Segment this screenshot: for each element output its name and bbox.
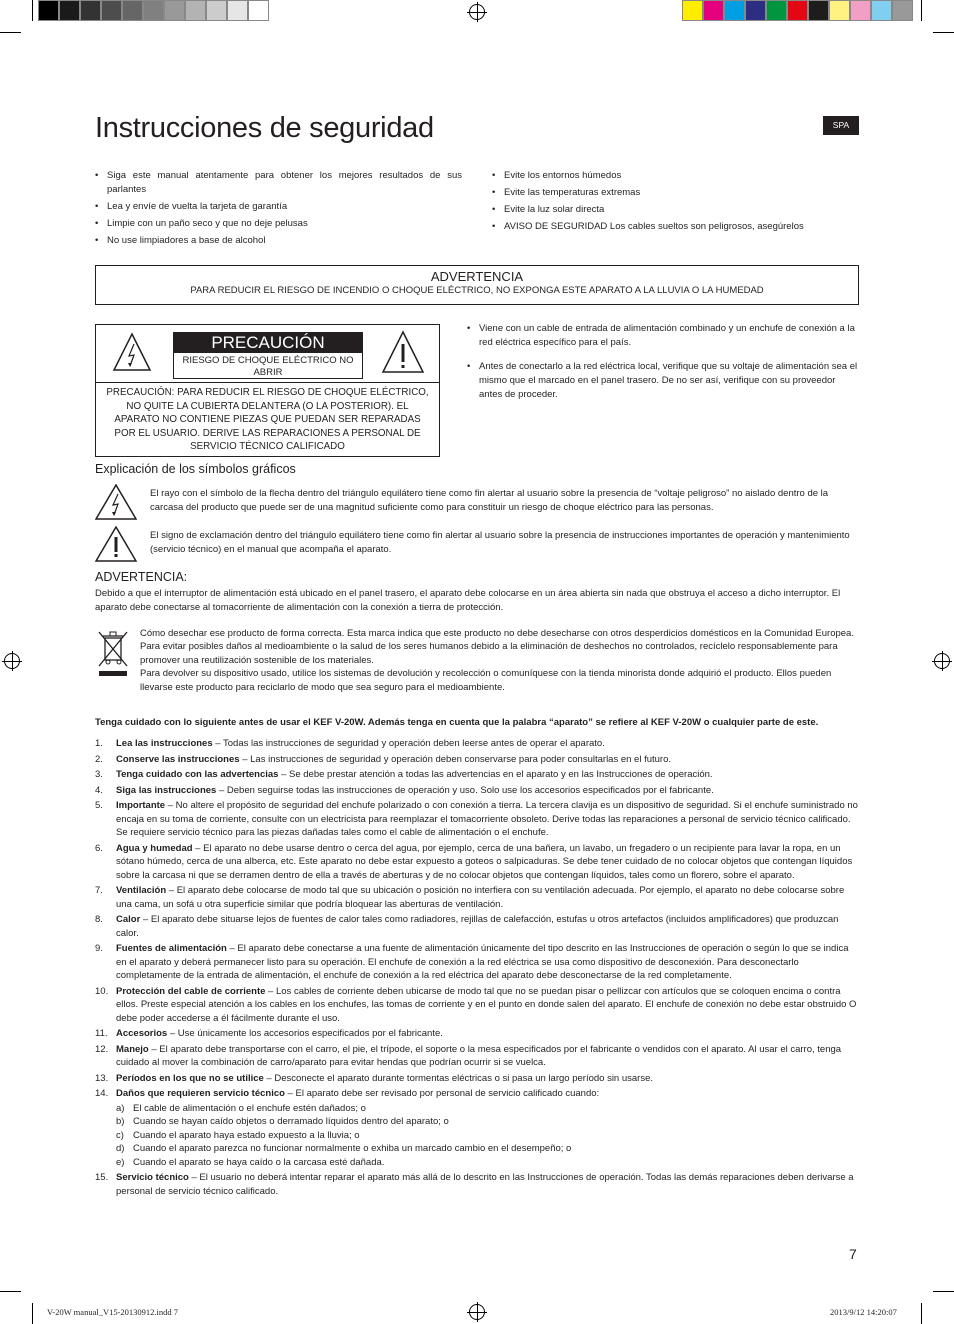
color-swatch — [892, 0, 913, 21]
item-title: Siga las instrucciones — [116, 784, 217, 796]
item-text: – No altere el propósito de seguridad del enchufe polarizado o con conexión a tierra. La tercera clavija es un dispositivo de seguridad. Si el enchufe suministrado no encaja en su toma de corriente, consulte con un electricista para reemplazar el tomacorriente obsoleto. Derive todas las reparaciones a personal de servicio técnico calificado. Se requiere servicio técnico para las piezas dañadas tales como el cable de alimentación o el enchufe. — [116, 800, 858, 838]
gray-swatch — [80, 0, 101, 21]
sub-item — [116, 1156, 859, 1170]
item-number: 14. — [95, 1088, 109, 1099]
color-swatch — [745, 0, 766, 21]
instruction-item — [95, 1072, 859, 1086]
item-title: Lea las instrucciones — [116, 738, 213, 749]
page-number: 7 — [849, 1246, 857, 1262]
item-title: Tenga cuidado con las advertencias — [116, 769, 279, 780]
disposal-text — [140, 627, 859, 694]
instruction-item — [95, 1171, 859, 1198]
sub-item-text: Cuando el aparato se haya caído o la carcasa esté dañada. — [133, 1156, 385, 1168]
list-item: • Siga este manual atentamente para obtener los mejores resultados de sus parlantes — [95, 169, 462, 197]
warning-text: PARA REDUCIR EL RIESGO DE INCENDIO O CHOQUE ELÉCTRICO, NO EXPONGA ESTE APARATO A LA LLUVIA O LA HUMEDAD — [190, 285, 764, 296]
instruction-item — [95, 1043, 859, 1070]
sub-item-letter: a) — [116, 1102, 125, 1114]
instruction-item — [95, 753, 859, 767]
gray-swatch — [185, 0, 206, 21]
item-text: – Use únicamente los accesorios especificados por el fabricante. — [167, 1028, 443, 1039]
sub-item-text: El cable de alimentación o el enchufe estén dañados; o — [133, 1102, 366, 1114]
instruction-item — [95, 985, 859, 1026]
list-item: • Evite las temperaturas extremas — [492, 186, 852, 200]
item-title: Manejo — [116, 1043, 149, 1055]
color-swatch — [871, 0, 892, 21]
color-swatch — [724, 0, 745, 21]
list-item: • Evite los entornos húmedos — [492, 169, 852, 183]
crop-mark — [32, 0, 33, 21]
page-title: Instrucciones de seguridad — [95, 112, 434, 144]
item-text: – El aparato debe ser revisado por personal de servicio calificado cuando: — [284, 1088, 600, 1099]
crop-mark — [32, 1303, 33, 1324]
sub-list — [116, 1102, 859, 1170]
item-number: 2. — [95, 753, 103, 765]
crop-mark — [0, 1291, 21, 1292]
sub-item-letter: e) — [116, 1156, 125, 1168]
item-title: Protección del cable de corriente — [116, 985, 266, 997]
sub-item-text: Cuando el aparato parezca no funcionar normalmente o exhiba un marcado cambio en el desempeño; o — [133, 1143, 572, 1154]
item-text: – El aparato debe situarse lejos de fuentes de calor tales como radiadores, rejillas de calefacción, estufas u otros artefactos (incluidos amplificadores) que produzcan calor. — [116, 914, 839, 939]
exclamation-triangle-icon — [381, 330, 425, 374]
color-swatch — [808, 0, 829, 21]
item-number: 5. — [95, 800, 103, 811]
sub-item — [116, 1142, 859, 1156]
item-number: 9. — [95, 943, 103, 954]
caution-label — [173, 332, 363, 379]
item-text: – Se debe prestar atención a todas las advertencias en el aparato y en las Instrucciones de operación. — [278, 769, 713, 780]
crop-mark — [921, 1303, 922, 1324]
exclamation-triangle-icon — [95, 526, 137, 567]
exclamation-explanation: El signo de exclamación dentro del triángulo equilátero tiene como fin alertar al usuario sobre la presencia de instrucciones importantes de operación y mantenimiento (servicio técnico) en el manual que acompaña el aparato. — [150, 530, 850, 555]
lightning-explanation: El rayo con el símbolo de la flecha dentro del triángulo equilátero tiene como fin alertar al usuario sobre la presencia de “voltaje peligroso” no aislado dentro de la carcasa del producto que puede ser de una magnitud suficiente como para constituir un riesgo de choque eléctrico para las personas. — [150, 488, 829, 513]
item-text: – Deben seguirse todas las instrucciones de operación y uso. Solo use los accesorios especificados por el fabricante. — [216, 784, 714, 796]
item-number: 10. — [95, 985, 109, 997]
color-swatch — [703, 0, 724, 21]
instruction-item — [95, 768, 859, 782]
instructions-intro: Tenga cuidado con lo siguiente antes de usar el KEF V-20W. Además tenga en cuenta que la palabra “aparato” se refiere al KEF V-20W o cualquier parte de este. — [95, 717, 819, 728]
caution-box — [95, 324, 440, 457]
item-number: 12. — [95, 1043, 109, 1055]
lightning-triangle-icon — [112, 332, 152, 372]
registration-mark-icon — [934, 653, 950, 669]
instruction-item — [95, 913, 859, 940]
instruction-item — [95, 737, 859, 751]
gray-swatch — [248, 0, 269, 21]
crop-mark — [921, 0, 922, 21]
intro-list-left — [95, 169, 462, 251]
item-text: – Las instrucciones de seguridad y operación deben conservarse para poder consultarlas en el futuro. — [239, 753, 672, 765]
item-title: Agua y humedad — [116, 842, 193, 854]
list-item: • Evite la luz solar directa — [492, 203, 852, 217]
instruction-item — [95, 842, 859, 883]
item-title: Accesorios — [116, 1028, 168, 1039]
advertencia-text: Debido a que el interruptor de alimentación está ubicado en el panel trasero, el aparato debe colocarse en un área abierta sin nada que obstruya el acceso a dicho interruptor. El aparato debe conectarse al tomacorriente de alimentación con la conexión a tierra de protección. — [95, 588, 841, 613]
advertencia-heading: ADVERTENCIA: — [95, 570, 188, 584]
weee-crossed-bin-icon — [97, 628, 129, 683]
item-number: 4. — [95, 784, 103, 796]
caution-heading: PRECAUCIÓN — [174, 333, 362, 353]
footer-timestamp: 2013/9/12 14:20:07 — [830, 1307, 897, 1317]
item-text: – Desconecte el aparato durante tormentas eléctricas o si pasa un largo período sin usarse. — [263, 1072, 654, 1084]
gray-swatch — [38, 0, 59, 21]
caution-subtitle: RIESGO DE CHOQUE ELÉCTRICO NO ABRIR — [182, 355, 354, 378]
divider — [96, 382, 439, 383]
item-title: Conserve las instrucciones — [116, 753, 240, 765]
registration-mark-icon — [4, 653, 20, 669]
gray-swatch — [206, 0, 227, 21]
gray-swatch — [227, 0, 248, 21]
gray-swatch — [101, 0, 122, 21]
instruction-item — [95, 1027, 859, 1041]
item-title: Ventilación — [116, 885, 167, 896]
list-item: • Lea y envíe de vuelta la tarjeta de garantía — [95, 200, 462, 214]
instructions-list — [95, 737, 859, 1200]
item-text: – El aparato debe conectarse a una fuente de alimentación únicamente del tipo descrito en las Instrucciones de operación o según lo que se indica en el aparato y deberá permanecer listo para su operación. El enchufe de conexión a la red eléctrica se usa como dispositivo de desconexión. Para desconectarlo completamente de la entrada de alimentación, el enchufe de conexión a la red eléctrica del aparato debe desconectarse de la red completamente. — [116, 943, 849, 981]
instruction-item — [95, 1087, 859, 1169]
item-number: 13. — [95, 1072, 109, 1084]
color-swatch — [850, 0, 871, 21]
item-text: – Todas las instrucciones de seguridad y operación deben leerse antes de operar el aparato. — [212, 738, 605, 749]
intro-list-right — [492, 169, 852, 237]
sub-item-letter: d) — [116, 1143, 125, 1154]
list-item: • AVISO DE SEGURIDAD Los cables sueltos son peligrosos, asegúrelos — [492, 220, 852, 234]
item-title: Servicio técnico — [116, 1172, 189, 1183]
instruction-item — [95, 942, 859, 983]
item-number: 6. — [95, 842, 103, 854]
crop-mark — [0, 32, 21, 33]
registration-mark-icon — [469, 1304, 485, 1320]
item-title: Fuentes de alimentación — [116, 943, 227, 954]
sub-item — [116, 1115, 859, 1129]
language-tag: SPA — [823, 116, 859, 135]
item-number: 11. — [95, 1028, 108, 1039]
list-item: • Antes de conectarlo a la red eléctrica local, verifique que su voltaje de alimentación sea el mismo que el marcado en el panel trasero. De no ser así, verifique con su proveedor antes de proceder. — [467, 360, 859, 402]
instruction-item — [95, 884, 859, 911]
list-item: • Viene con un cable de entrada de alimentación combinado y un enchufe de conexión a la red eléctrica específico para el país. — [467, 322, 859, 350]
sub-item-letter: c) — [116, 1129, 124, 1141]
disposal-paragraph-2: Para devolver su dispositivo usado, utilice los sistemas de devolución y recolección o comuníquese con la tienda minorista donde adquirió el producto. Ellos pueden llevarse este producto para reciclarlo de modo que sea seguro para el medioambiente. — [140, 668, 832, 693]
item-number: 3. — [95, 769, 103, 780]
item-text: – El aparato debe colocarse de modo tal que su ubicación o posición no interfiera con su ventilación adecuada. Por ejemplo, el aparato no debe colocarse sobre una cama, un sofá u otra superficie similar que podría bloquear las aberturas de ventilación. — [116, 885, 845, 910]
item-text: – El aparato no debe usarse dentro o cerca del agua, por ejemplo, cerca de una bañera, un lavabo, un fregadero o un recipiente para lavar la ropa, en un sótano húmedo, cerca de una alberca, etc. Este aparato no debe estar expuesto a goteos o salpicaduras. Se debe tener cuidado de no colocar objetos que contengan líquidos sobre la carcasa ni que se derramen dentro de ella a través de aberturas y de no colocar objetos que contengan líquidos, tales como un florero, sobre el aparato. — [116, 842, 853, 881]
instruction-item — [95, 799, 859, 840]
item-text: – Los cables de corriente deben ubicarse de modo tal que no se puedan pisar o pellizcar con artículos que se coloquen encima o contra ellos. Preste especial atención a los cables en los enchufes, las tomas de corriente y en el punto en donde salen del aparato. El enchufe de conexión no debe estar obstruido O debe poder accederse a él fácilmente durante el uso. — [116, 985, 857, 1024]
item-title: Daños que requieren servicio técnico — [116, 1088, 285, 1099]
symbols-heading: Explicación de los símbolos gráficos — [95, 462, 296, 476]
power-notes-list — [467, 322, 859, 405]
color-swatch — [766, 0, 787, 21]
list-item: • Limpie con un paño seco y que no deje pelusas — [95, 217, 462, 231]
item-title: Períodos en los que no se utilice — [116, 1072, 264, 1084]
sub-item-text: Cuando se hayan caído objetos o derramado líquidos dentro del aparato; o — [133, 1116, 449, 1127]
sub-item-letter: b) — [116, 1116, 125, 1127]
caution-text: PRECAUCIÓN: PARA REDUCIR EL RIESGO DE CHOQUE ELÉCTRICO, NO QUITE LA CUBIERTA DELANTERA (O LA POSTERIOR). EL APARATO NO CONTIENE PIEZAS QUE PUEDAN SER REPARADAS POR EL USUARIO. DERIVE LAS REPARACIONES A PERSONAL DE SERVICIO TÉCNICO CALIFICADO — [106, 387, 429, 452]
item-number: 15. — [95, 1172, 109, 1183]
lightning-triangle-icon — [95, 484, 137, 525]
sub-item — [116, 1129, 859, 1143]
item-number: 1. — [95, 738, 103, 749]
item-text: – El aparato debe transportarse con el carro, el pie, el trípode, el soporte o la mesa especificados por el fabricante o vendidos con el aparato. Al usar el carro, tenga cuidado al mover la combinación de carro/aparato para evitar hendas que podrían ocurrir si se vuelca. — [116, 1043, 842, 1068]
registration-mark-icon — [469, 4, 485, 20]
sub-item — [116, 1102, 859, 1116]
gray-swatch — [143, 0, 164, 21]
item-number: 7. — [95, 885, 103, 896]
item-title: Importante — [116, 800, 166, 811]
footer-filename: V-20W manual_V15-20130912.indd 7 — [47, 1307, 179, 1317]
warning-heading: ADVERTENCIA — [430, 269, 524, 284]
crop-mark — [933, 32, 954, 33]
disposal-paragraph-1: Cómo desechar ese producto de forma correcta. Esta marca indica que este producto no debe desecharse con otros desperdicios domésticos en la Comunidad Europea. Para evitar posibles daños al medioambiente o la salud de los seres humanos debido a la eliminación de deshechos no controlados, recíclelo responsablemente para promover una reutilización sostenible de los materiales. — [140, 628, 854, 666]
gray-swatch — [164, 0, 185, 21]
color-swatch — [787, 0, 808, 21]
item-text: – El usuario no deberá intentar reparar el aparato más allá de lo descrito en las Instrucciones de operación. Todas las demás reparaciones deben derivarse a personal de servicio técnico calificado. — [116, 1172, 854, 1197]
list-item: • No use limpiadores a base de alcohol — [95, 234, 462, 248]
crop-mark — [933, 1291, 954, 1292]
color-swatch — [829, 0, 850, 21]
item-number: 8. — [95, 914, 103, 925]
gray-swatch — [59, 0, 80, 21]
color-swatch — [682, 0, 703, 21]
item-title: Calor — [116, 914, 141, 925]
instruction-item — [95, 784, 859, 798]
sub-item-text: Cuando el aparato haya estado expuesto a la lluvia; o — [133, 1129, 360, 1141]
gray-swatch — [122, 0, 143, 21]
warning-box — [95, 265, 859, 305]
